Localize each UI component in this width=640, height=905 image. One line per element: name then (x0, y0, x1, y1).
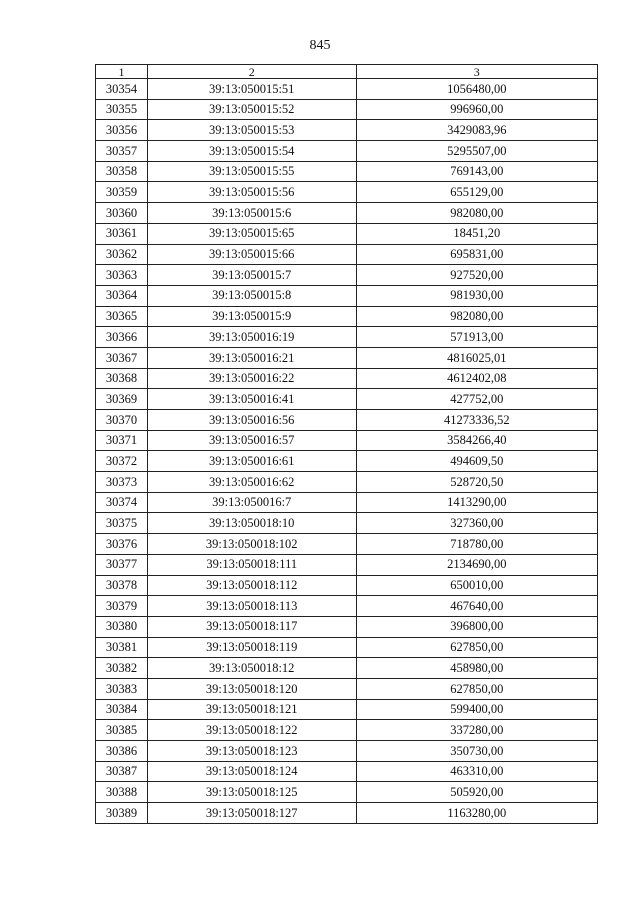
cadastral-number-cell: 39:13:050015:6 (147, 203, 356, 224)
row-number-cell: 30383 (96, 678, 148, 699)
value-cell: 396800,00 (356, 616, 597, 637)
value-cell: 5295507,00 (356, 141, 597, 162)
cadastral-number-cell: 39:13:050018:122 (147, 720, 356, 741)
value-cell: 982080,00 (356, 203, 597, 224)
table-row (96, 534, 598, 555)
table-body (96, 79, 598, 824)
column-header-3: 3 (356, 65, 597, 79)
cadastral-number-cell: 39:13:050018:123 (147, 741, 356, 762)
value-cell: 571913,00 (356, 327, 597, 348)
value-cell: 982080,00 (356, 306, 597, 327)
value-cell: 463310,00 (356, 761, 597, 782)
table-row (96, 265, 598, 286)
row-number-cell: 30356 (96, 120, 148, 141)
table-row (96, 741, 598, 762)
table-header (96, 65, 598, 79)
row-number-cell: 30357 (96, 141, 148, 162)
row-number-cell: 30389 (96, 803, 148, 824)
row-number-cell: 30382 (96, 658, 148, 679)
cadastral-number-cell: 39:13:050018:127 (147, 803, 356, 824)
row-number-cell: 30388 (96, 782, 148, 803)
value-cell: 695831,00 (356, 244, 597, 265)
cadastral-number-cell: 39:13:050015:7 (147, 265, 356, 286)
cadastral-number-cell: 39:13:050018:113 (147, 596, 356, 617)
row-number-cell: 30362 (96, 244, 148, 265)
row-number-cell: 30358 (96, 161, 148, 182)
value-cell: 769143,00 (356, 161, 597, 182)
cadastral-number-cell: 39:13:050018:119 (147, 637, 356, 658)
cadastral-number-cell: 39:13:050015:52 (147, 99, 356, 120)
row-number-cell: 30363 (96, 265, 148, 286)
table-row (96, 575, 598, 596)
row-number-cell: 30381 (96, 637, 148, 658)
cadastral-number-cell: 39:13:050015:65 (147, 223, 356, 244)
table-row (96, 182, 598, 203)
column-header-1: 1 (96, 65, 148, 79)
row-number-cell: 30376 (96, 534, 148, 555)
cadastral-number-cell: 39:13:050018:124 (147, 761, 356, 782)
value-cell: 528720,50 (356, 472, 597, 493)
value-cell: 599400,00 (356, 699, 597, 720)
cadastral-number-cell: 39:13:050018:102 (147, 534, 356, 555)
cadastral-value-table (95, 64, 598, 824)
table-row (96, 285, 598, 306)
row-number-cell: 30378 (96, 575, 148, 596)
table-row (96, 782, 598, 803)
cadastral-number-cell: 39:13:050015:8 (147, 285, 356, 306)
table-row (96, 637, 598, 658)
table-row (96, 410, 598, 431)
table-row (96, 223, 598, 244)
cadastral-number-cell: 39:13:050018:120 (147, 678, 356, 699)
value-cell: 996960,00 (356, 99, 597, 120)
table-row (96, 430, 598, 451)
cadastral-number-cell: 39:13:050016:61 (147, 451, 356, 472)
row-number-cell: 30387 (96, 761, 148, 782)
table-row (96, 803, 598, 824)
table-row (96, 492, 598, 513)
table-row (96, 203, 598, 224)
cadastral-number-cell: 39:13:050016:56 (147, 410, 356, 431)
value-cell: 350730,00 (356, 741, 597, 762)
value-cell: 627850,00 (356, 678, 597, 699)
table-row (96, 141, 598, 162)
table-row (96, 720, 598, 741)
row-number-cell: 30386 (96, 741, 148, 762)
value-cell: 627850,00 (356, 637, 597, 658)
header-row (96, 65, 598, 79)
row-number-cell: 30354 (96, 79, 148, 100)
row-number-cell: 30368 (96, 368, 148, 389)
row-number-cell: 30385 (96, 720, 148, 741)
row-number-cell: 30374 (96, 492, 148, 513)
cadastral-number-cell: 39:13:050015:53 (147, 120, 356, 141)
value-cell: 458980,00 (356, 658, 597, 679)
cadastral-number-cell: 39:13:050016:22 (147, 368, 356, 389)
table-row (96, 761, 598, 782)
value-cell: 655129,00 (356, 182, 597, 203)
value-cell: 337280,00 (356, 720, 597, 741)
table-row (96, 554, 598, 575)
row-number-cell: 30366 (96, 327, 148, 348)
row-number-cell: 30377 (96, 554, 148, 575)
table-row (96, 120, 598, 141)
cadastral-number-cell: 39:13:050016:19 (147, 327, 356, 348)
row-number-cell: 30360 (96, 203, 148, 224)
row-number-cell: 30365 (96, 306, 148, 327)
value-cell: 4612402,08 (356, 368, 597, 389)
row-number-cell: 30380 (96, 616, 148, 637)
cadastral-number-cell: 39:13:050016:21 (147, 347, 356, 368)
cadastral-number-cell: 39:13:050015:51 (147, 79, 356, 100)
table-row (96, 244, 598, 265)
row-number-cell: 30371 (96, 430, 148, 451)
row-number-cell: 30372 (96, 451, 148, 472)
table-row (96, 79, 598, 100)
value-cell: 494609,50 (356, 451, 597, 472)
row-number-cell: 30373 (96, 472, 148, 493)
cadastral-number-cell: 39:13:050018:121 (147, 699, 356, 720)
cadastral-number-cell: 39:13:050018:10 (147, 513, 356, 534)
table-row (96, 616, 598, 637)
table-row (96, 678, 598, 699)
table-row (96, 596, 598, 617)
value-cell: 18451,20 (356, 223, 597, 244)
row-number-cell: 30355 (96, 99, 148, 120)
cadastral-number-cell: 39:13:050016:62 (147, 472, 356, 493)
value-cell: 3429083,96 (356, 120, 597, 141)
row-number-cell: 30379 (96, 596, 148, 617)
cadastral-number-cell: 39:13:050015:56 (147, 182, 356, 203)
cadastral-number-cell: 39:13:050016:41 (147, 389, 356, 410)
value-cell: 505920,00 (356, 782, 597, 803)
table-row (96, 161, 598, 182)
cadastral-number-cell: 39:13:050015:9 (147, 306, 356, 327)
table-row (96, 327, 598, 348)
cadastral-number-cell: 39:13:050018:12 (147, 658, 356, 679)
cadastral-number-cell: 39:13:050018:117 (147, 616, 356, 637)
value-cell: 427752,00 (356, 389, 597, 410)
value-cell: 650010,00 (356, 575, 597, 596)
value-cell: 981930,00 (356, 285, 597, 306)
cadastral-number-cell: 39:13:050016:7 (147, 492, 356, 513)
column-header-2: 2 (147, 65, 356, 79)
value-cell: 1163280,00 (356, 803, 597, 824)
value-cell: 41273336,52 (356, 410, 597, 431)
table-row (96, 389, 598, 410)
page-number: 845 (309, 38, 331, 53)
value-cell: 3584266,40 (356, 430, 597, 451)
table-row (96, 347, 598, 368)
value-cell: 327360,00 (356, 513, 597, 534)
table-row (96, 306, 598, 327)
cadastral-number-cell: 39:13:050018:111 (147, 554, 356, 575)
row-number-cell: 30369 (96, 389, 148, 410)
cadastral-number-cell: 39:13:050018:112 (147, 575, 356, 596)
row-number-cell: 30367 (96, 347, 148, 368)
value-cell: 2134690,00 (356, 554, 597, 575)
cadastral-number-cell: 39:13:050015:66 (147, 244, 356, 265)
row-number-cell: 30361 (96, 223, 148, 244)
table-row (96, 451, 598, 472)
table-row (96, 99, 598, 120)
value-cell: 4816025,01 (356, 347, 597, 368)
value-cell: 1413290,00 (356, 492, 597, 513)
cadastral-number-cell: 39:13:050016:57 (147, 430, 356, 451)
cadastral-number-cell: 39:13:050015:55 (147, 161, 356, 182)
table-row (96, 513, 598, 534)
table-row (96, 658, 598, 679)
cadastral-number-cell: 39:13:050018:125 (147, 782, 356, 803)
value-cell: 1056480,00 (356, 79, 597, 100)
row-number-cell: 30375 (96, 513, 148, 534)
cadastral-number-cell: 39:13:050015:54 (147, 141, 356, 162)
row-number-cell: 30370 (96, 410, 148, 431)
table-row (96, 472, 598, 493)
value-cell: 718780,00 (356, 534, 597, 555)
value-cell: 927520,00 (356, 265, 597, 286)
table-row (96, 368, 598, 389)
row-number-cell: 30359 (96, 182, 148, 203)
row-number-cell: 30384 (96, 699, 148, 720)
table-row (96, 699, 598, 720)
row-number-cell: 30364 (96, 285, 148, 306)
value-cell: 467640,00 (356, 596, 597, 617)
